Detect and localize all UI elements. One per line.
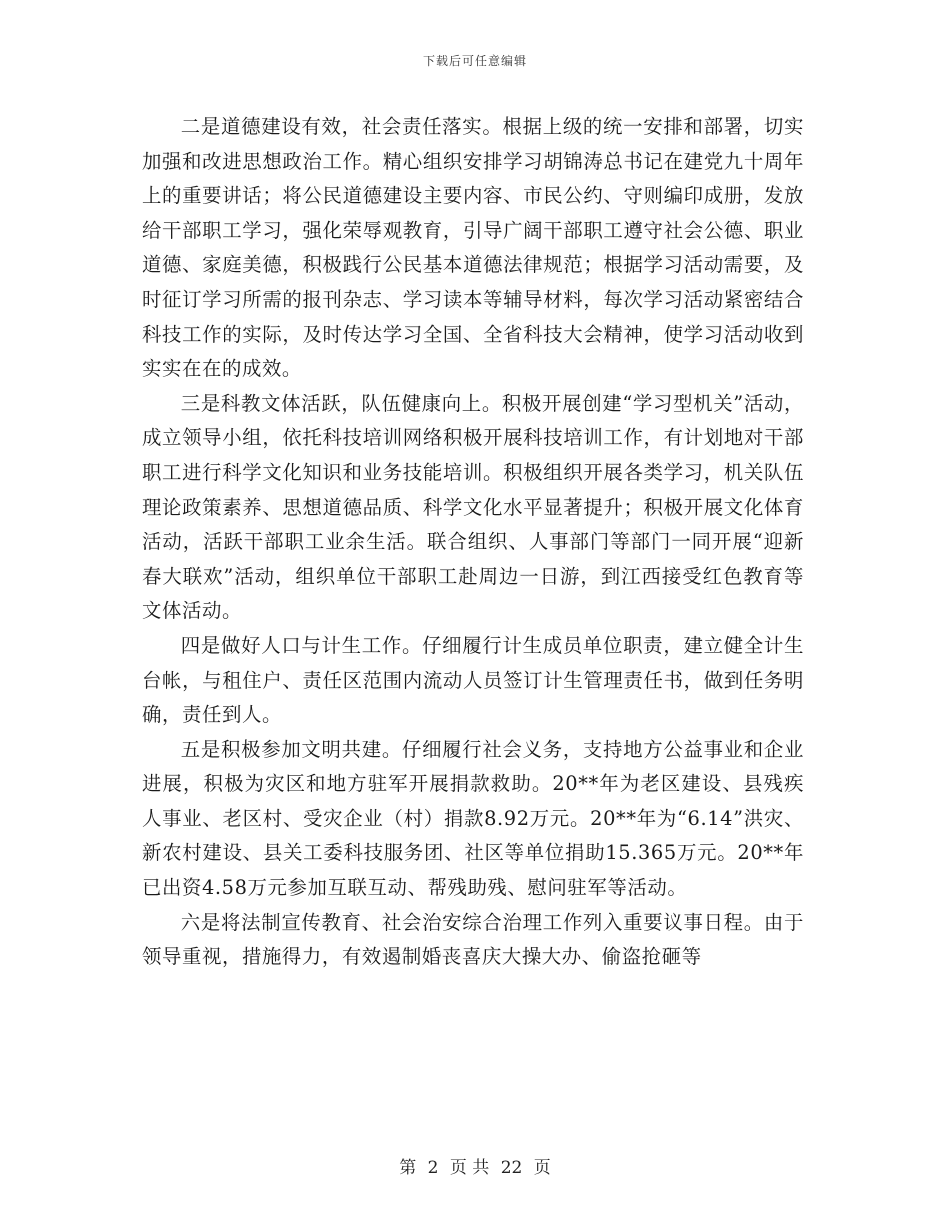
paragraph-2: 二是道德建设有效，社会责任落实。根据上级的统一安排和部署，切实加强和改进思想政治工作。精心组织安排学习胡锦涛总书记在建党九十周年上的重要讲话；将公民道德建设主要内容、市民公约、守则编印成册，发放给干部职工学习，强化荣辱观教育，引导广阔干部职工遵守社会公德、职业道德、家庭美德，积极践行公民基本道德法律规范；根据学习活动需要，及时征订学习所需的报刊杂志、学习读本等辅导材料，每次学习活动紧密结合科技工作的实际，及时传达学习全国、全省科技大会精神，使学习活动收到实实在在的成效。 [142,115,804,381]
paragraph-4: 四是做好人口与计生工作。仔细履行计生成员单位职责，建立健全计生台帐，与租住户、责任区范围内流动人员签订计生管理责任书，做到任务明确，责任到人。 [142,633,804,727]
footer-prefix: 第 [399,1158,417,1178]
paragraph-3: 三是科教文体活跃，队伍健康向上。积极开展创建“学习型机关”活动，成立领导小组，依托科技培训网络积极开展科技培训工作，有计划地对干部职工进行科学文化知识和业务技能培训。积极组织开展各类学习，机关队伍理论政策素养、思想道德品质、科学文化水平显著提升；积极开展文化体育活动，活跃干部职工业余生活。联合组织、人事部门等部门一同开展“迎新春大联欢”活动，组织单位干部职工赴周边一日游，到江西接受红色教育等文体活动。 [142,391,804,623]
current-page-number: 2 [427,1158,439,1178]
page-footer [0,1153,950,1178]
body-text [142,110,804,975]
footer-suffix: 页 [533,1158,551,1178]
header-note: 下载后可任意编辑 [422,54,527,68]
total-page-count: 22 [500,1158,523,1178]
paragraph-6: 六是将法制宣传教育、社会治安综合治理工作列入重要议事日程。由于领导重视，措施得力，有效遏制婚丧喜庆大操大办、偷盗抢砸等 [142,910,804,969]
paragraph-5: 五是积极参加文明共建。仔细履行社会义务，支持地方公益事业和企业进展，积极为灾区和地方驻军开展捐款救助。20**年为老区建设、县残疾人事业、老区村、受灾企业（村）捐款8.92万元。20**年为“6.14”洪灾、新农村建设、县关工委科技服务团、社区等单位捐助15.365万元。20**年已出资4.58万元参加互联互动、帮残助残、慰问驻军等活动。 [142,737,804,900]
footer-middle: 页 共 [449,1158,490,1178]
